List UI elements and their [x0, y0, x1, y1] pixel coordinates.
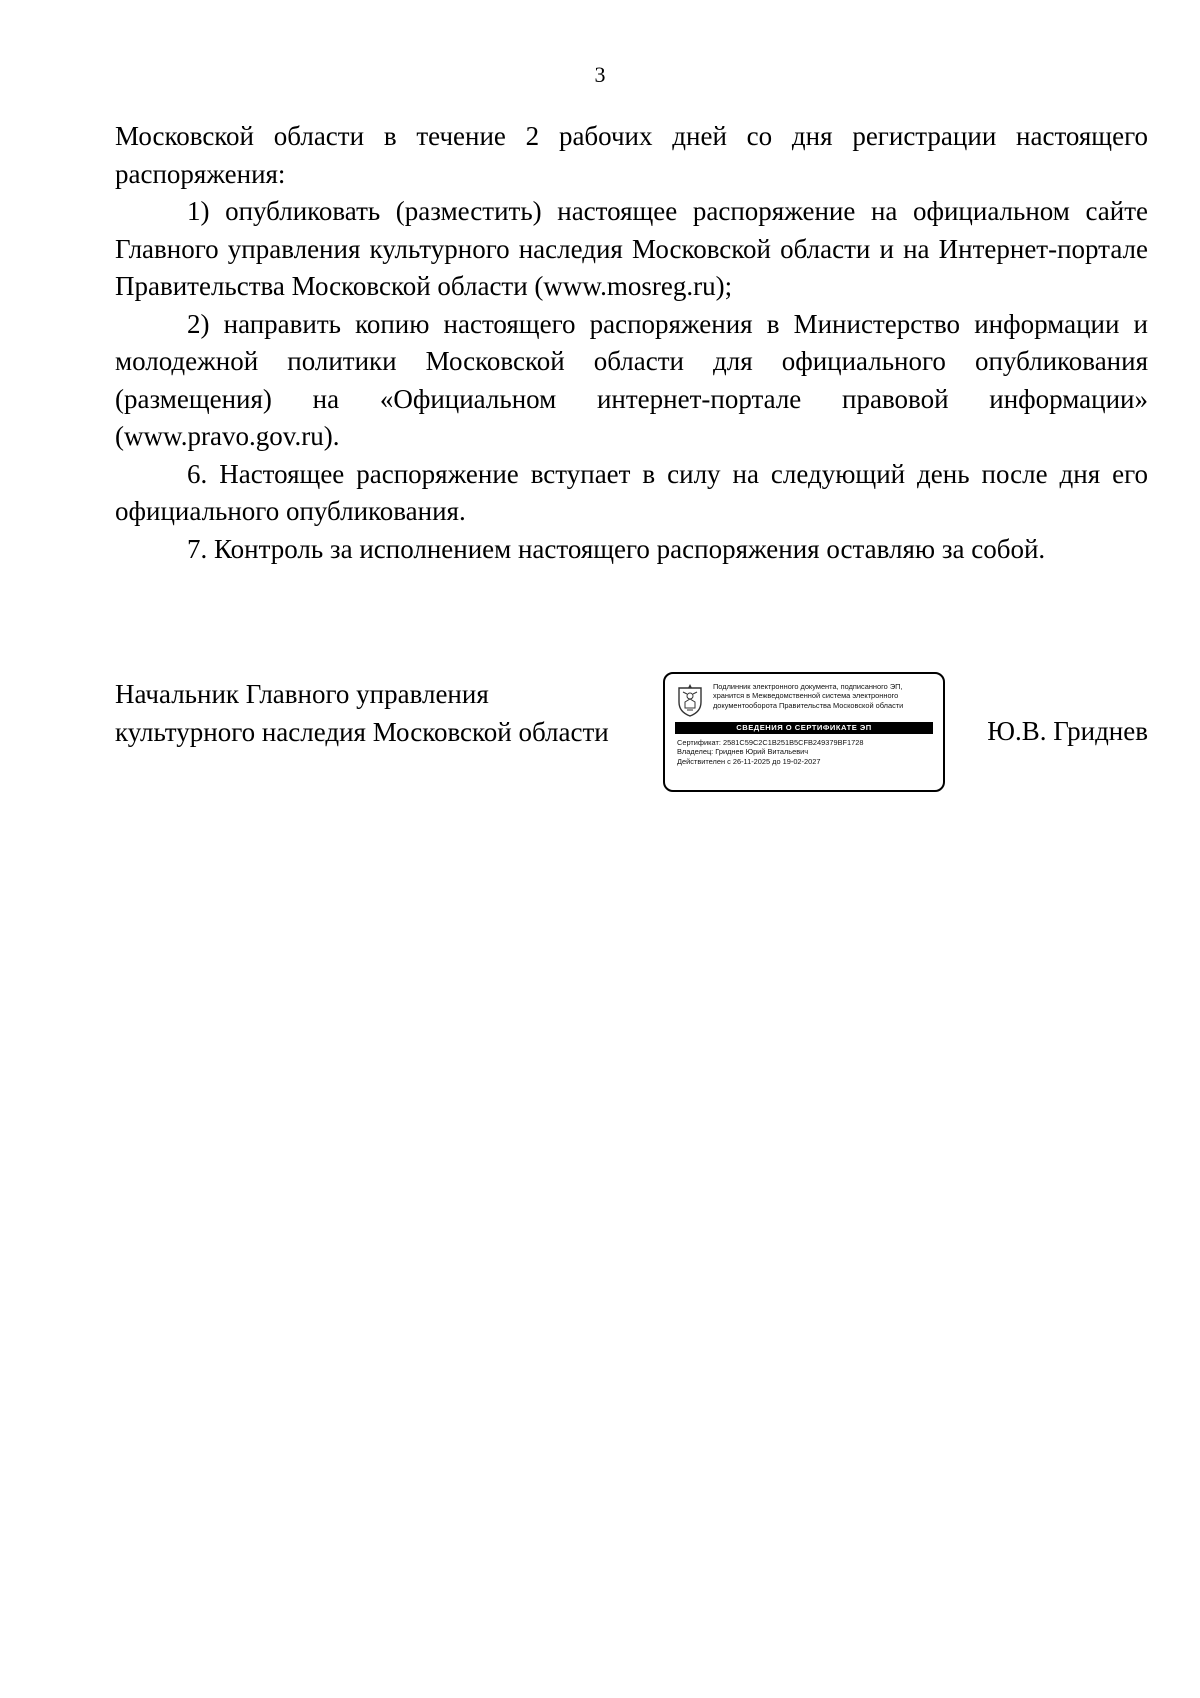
signatory-name: Ю.В. Гриднев	[987, 716, 1148, 746]
stamp-notice-line-1: Подлинник электронного документа, подписанного ЭП,	[713, 682, 903, 691]
document-body	[115, 118, 1148, 568]
coat-of-arms-icon	[675, 682, 705, 718]
position-line-2: культурного наследия Московской области	[115, 716, 609, 747]
paragraph-continuation: Московской области в течение 2 рабочих дней со дня регистрации настоящего распоряжения:	[115, 121, 1148, 189]
position-line-1: Начальник Главного управления	[115, 679, 489, 709]
stamp-notice	[713, 682, 941, 710]
stamp-owner: Владелец: Гриднев Юрий Витальевич	[677, 747, 809, 757]
paragraph-item-6: 6. Настоящее распоряжение вступает в силу на следующий день после дня его официального опубликования.	[115, 458, 1148, 526]
signature-block	[115, 676, 1148, 801]
paragraph-item-1: 1) опубликовать (разместить) настоящее распоряжение на официальном сайте Главного управления культурного наследия Московской области и на Интернет-портале Правительства Московской области (www.mosreg.ru);	[115, 196, 1148, 301]
stamp-notice-line-3: документооборота Правительства Московской области	[713, 700, 904, 710]
paragraph-item-2: 2) направить копию настоящего распоряжения в Министерство информации и молодежной политики Московской области для официального опубликования (размещения) на «Официальном интернет-портале правовой информации» (www.pravo.gov.ru).	[115, 308, 1148, 451]
electronic-signature-stamp	[663, 672, 945, 792]
paragraph-item-7: 7. Контроль за исполнением настоящего распоряжения оставляю за собой.	[187, 533, 1046, 564]
stamp-details	[677, 738, 939, 766]
stamp-validity: Действителен с 26-11-2025 до 19-02-2027	[677, 756, 821, 766]
stamp-certificate: Сертификат: 2581C59C2C1B251B5CFB249379BF1728	[677, 738, 864, 747]
signatory-position	[115, 676, 609, 751]
stamp-header: СВЕДЕНИЯ О СЕРТИФИКАТЕ ЭП	[675, 722, 933, 734]
page-number: 3	[594, 62, 606, 87]
stamp-notice-line-2: хранится в Межведомственной система электронного	[713, 691, 899, 701]
